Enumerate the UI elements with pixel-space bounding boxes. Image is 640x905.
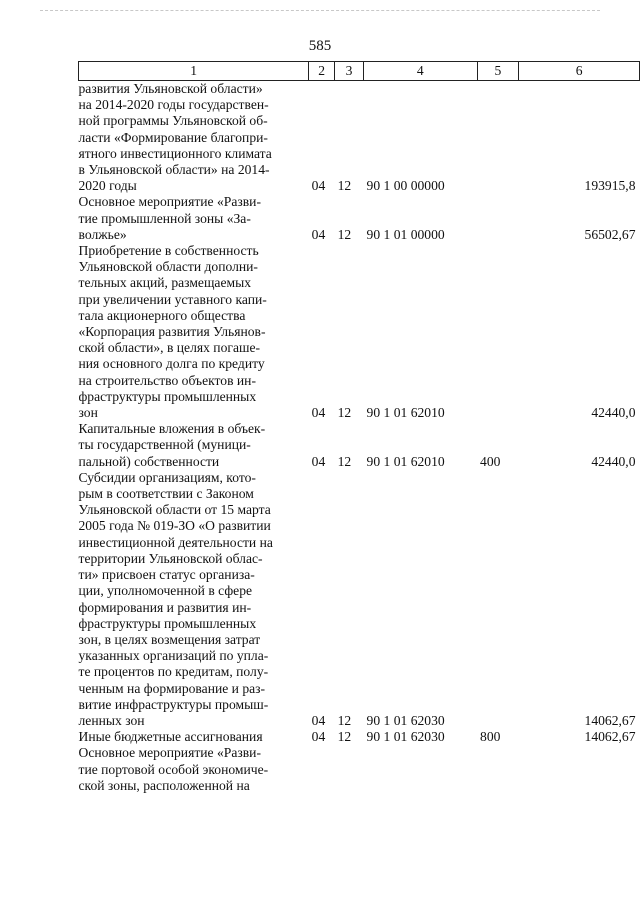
row-name-text: Капитальные вложения в объек- ты государственной (муници- пальной) собственности [78,421,266,469]
row-expense-type: 400 [480,453,501,469]
row-subsection: 12 [337,453,352,469]
row-amount: 14062,67 [584,712,636,728]
row-target-article: 90 1 01 62010 [366,453,445,469]
header-col-3: 3 [335,62,364,81]
header-col-1: 1 [79,62,309,81]
budget-table [78,61,640,794]
row-subsection [335,745,364,794]
row-expense-type: 800 [480,729,501,745]
row-target-article: 90 1 01 62030 [366,729,445,745]
row-target-article: 90 1 01 00000 [366,226,445,242]
row-name-text: Субсидии организациям, кото- рым в соответствии с Законом Ульяновской области от 15 марта 2005 года № 019-ЗО «О развитии инвестиционной деятельности на территории Ульяновской облас- ти» присвоен статус организа- ции, уполномоченной в сфере формирования и развития ин- фраструктуры промышленных зон, в целях возмещения затрат указанных организаций по упла- те процентов по кредитам, полу- ченным на формирование и раз- витие инфраструктуры промыш- ленных зон [78,469,273,728]
header-col-2: 2 [309,62,335,81]
row-section: 04 [311,178,326,194]
row-subsection: 12 [337,178,352,194]
table-row [79,421,640,470]
row-name-text: развития Ульяновской области» на 2014-2020 годы государствен- ной программы Ульяновской об- ласти «Формирование благопри- ятного инвестиционного климата в Ульяновской области» на 2014- 2020 годы [78,81,272,194]
row-name-text: Основное мероприятие «Разви- тие портовой особой экономиче- ской зоны, расположенной на [78,745,269,793]
row-name-text: Приобретение в собственность Ульяновской области дополни- тельных акций, размещаемых при увеличении уставного капи- тала акционерного общества «Корпорация развития Ульянов- ской области», в целях погаше- ния основного долга по кредиту на строительство объектов ин- фраструктуры промышленных зон [78,243,267,421]
row-name [79,470,309,729]
row-subsection: 12 [337,712,352,728]
scan-artifact-line [40,10,600,12]
row-section: 04 [311,405,326,421]
row-name [79,243,309,421]
row-target-article: 90 1 01 62030 [366,712,445,728]
row-expense-type [477,81,519,195]
page-number: 585 [308,38,332,54]
table-row [79,194,640,243]
row-amount: 14062,67 [584,729,636,745]
row-amount: 56502,67 [584,226,636,242]
row-name [79,81,309,195]
header-col-4: 4 [364,62,478,81]
row-name [79,745,309,794]
row-name [79,194,309,243]
table-row [79,81,640,195]
row-name [79,421,309,470]
table-row [79,470,640,729]
row-section: 04 [311,729,326,745]
row-expense-type [477,194,519,243]
row-target-article: 90 1 01 62010 [366,405,445,421]
row-subsection: 12 [337,405,352,421]
row-expense-type [477,470,519,729]
row-section: 04 [311,226,326,242]
row-name [79,729,309,745]
row-target-article: 90 1 00 00000 [366,178,445,194]
table-row [79,243,640,421]
row-amount [519,745,640,794]
row-amount: 42440,0 [591,405,636,421]
header-col-5: 5 [477,62,519,81]
table-row [79,729,640,745]
row-name-text: Основное мероприятие «Разви- тие промышленной зоны «За- волжье» [78,194,261,242]
row-target-article [364,745,478,794]
row-name-text: Иные бюджетные ассигнования [78,729,263,745]
header-col-6: 6 [519,62,640,81]
table-header-row [79,62,640,81]
row-subsection: 12 [337,729,352,745]
row-section: 04 [311,453,326,469]
row-section: 04 [311,712,326,728]
row-amount: 42440,0 [591,453,636,469]
row-expense-type [477,745,519,794]
row-expense-type [477,243,519,421]
row-section [309,745,335,794]
row-amount: 193915,8 [584,178,636,194]
table-row [79,745,640,794]
row-subsection: 12 [337,226,352,242]
